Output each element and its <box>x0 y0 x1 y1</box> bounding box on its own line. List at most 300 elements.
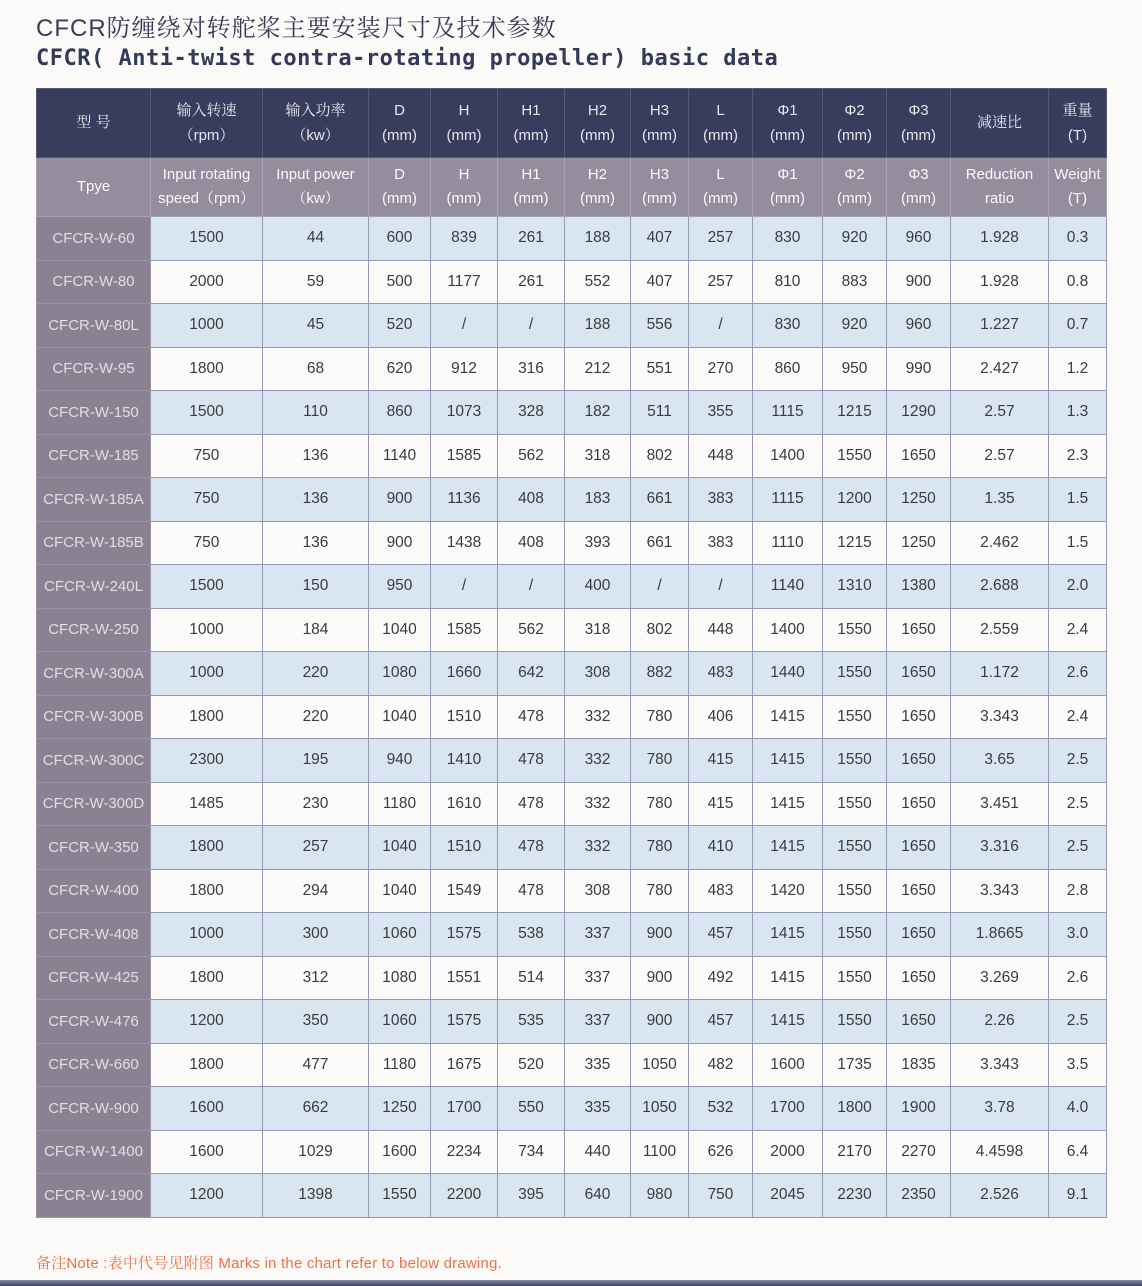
cell-H3: 780 <box>631 695 689 739</box>
cell-Phi2: 1550 <box>823 1000 887 1044</box>
cell-H3: 802 <box>631 434 689 478</box>
cell-input-power: 1029 <box>263 1130 369 1174</box>
cell-D: 860 <box>369 391 431 435</box>
cell-Phi1: 1415 <box>753 782 823 826</box>
cell-Phi2: 1550 <box>823 913 887 957</box>
page-title-zh: CFCR防缠绕对转舵桨主要安装尺寸及技术参数 <box>36 15 557 42</box>
cell-input-speed: 1500 <box>151 391 263 435</box>
cell-Phi2: 1310 <box>823 565 887 609</box>
cell-D: 1140 <box>369 434 431 478</box>
cell-weight: 3.5 <box>1049 1043 1107 1087</box>
cell-L: 532 <box>689 1087 753 1131</box>
cell-input-speed: 1000 <box>151 652 263 696</box>
cell-H: 912 <box>431 347 498 391</box>
cell-Phi3: 1650 <box>887 739 951 783</box>
cell-H: 1575 <box>431 913 498 957</box>
cell-input-power: 150 <box>263 565 369 609</box>
cell-input-power: 662 <box>263 1087 369 1131</box>
row-label: CFCR-W-476 <box>37 1000 151 1044</box>
cell-input-power: 220 <box>263 695 369 739</box>
cell-H: 1610 <box>431 782 498 826</box>
cell-L: / <box>689 304 753 348</box>
cell-ratio: 3.343 <box>951 695 1049 739</box>
cell-ratio: 3.65 <box>951 739 1049 783</box>
cell-L: 750 <box>689 1174 753 1218</box>
col-header-H1: H1 (mm) <box>498 158 565 217</box>
cell-Phi2: 1550 <box>823 695 887 739</box>
cell-ratio: 3.316 <box>951 826 1049 870</box>
cell-Phi1: 1400 <box>753 608 823 652</box>
table-row <box>37 652 1107 696</box>
cell-H3: 556 <box>631 304 689 348</box>
cell-Phi1: 1415 <box>753 826 823 870</box>
cell-H1: 642 <box>498 652 565 696</box>
cell-Phi2: 1550 <box>823 826 887 870</box>
cell-weight: 3.0 <box>1049 913 1107 957</box>
table-row <box>37 826 1107 870</box>
table-row <box>37 608 1107 652</box>
cell-L: 415 <box>689 782 753 826</box>
cell-Phi3: 1900 <box>887 1087 951 1131</box>
cell-D: 1180 <box>369 782 431 826</box>
col-header-input-speed: Input rotating speed（rpm） <box>151 158 263 217</box>
cell-Phi1: 860 <box>753 347 823 391</box>
cell-Phi2: 1200 <box>823 478 887 522</box>
cell-Phi3: 1290 <box>887 391 951 435</box>
cell-H2: 332 <box>565 782 631 826</box>
cell-input-power: 136 <box>263 434 369 478</box>
cell-ratio: 1.928 <box>951 260 1049 304</box>
table-row <box>37 956 1107 1000</box>
cell-weight: 1.5 <box>1049 521 1107 565</box>
row-label: CFCR-W-660 <box>37 1043 151 1087</box>
cell-ratio: 2.57 <box>951 391 1049 435</box>
cell-input-speed: 1800 <box>151 826 263 870</box>
cell-L: 483 <box>689 652 753 696</box>
cell-H1: 478 <box>498 695 565 739</box>
cell-Phi3: 960 <box>887 217 951 261</box>
cell-L: 270 <box>689 347 753 391</box>
cell-L: 383 <box>689 521 753 565</box>
cell-Phi2: 1550 <box>823 652 887 696</box>
page-title-en: CFCR( Anti-twist contra-rotating propeller) basic data <box>36 46 779 71</box>
cell-Phi3: 1835 <box>887 1043 951 1087</box>
cell-Phi2: 2230 <box>823 1174 887 1218</box>
cell-Phi2: 1550 <box>823 434 887 478</box>
cell-H3: 511 <box>631 391 689 435</box>
cell-H: 1585 <box>431 608 498 652</box>
cell-H2: 337 <box>565 913 631 957</box>
col-header-Phi2: Φ2 (mm) <box>823 158 887 217</box>
col-header-Phi1: Φ1 (mm) <box>753 89 823 158</box>
cell-H3: 882 <box>631 652 689 696</box>
cell-H: 839 <box>431 217 498 261</box>
table-row <box>37 869 1107 913</box>
col-header-L: L (mm) <box>689 89 753 158</box>
cell-H1: 550 <box>498 1087 565 1131</box>
cell-H1: 478 <box>498 782 565 826</box>
cell-H2: 335 <box>565 1087 631 1131</box>
cell-H1: 408 <box>498 521 565 565</box>
cell-Phi1: 830 <box>753 304 823 348</box>
cell-H: 1675 <box>431 1043 498 1087</box>
cell-Phi2: 1550 <box>823 782 887 826</box>
cell-H: / <box>431 565 498 609</box>
table-row <box>37 1043 1107 1087</box>
cell-Phi2: 920 <box>823 304 887 348</box>
cell-H: 1510 <box>431 695 498 739</box>
col-header-Phi1: Φ1 (mm) <box>753 158 823 217</box>
row-label: CFCR-W-250 <box>37 608 151 652</box>
cell-input-speed: 2300 <box>151 739 263 783</box>
cell-L: 410 <box>689 826 753 870</box>
cell-input-speed: 1000 <box>151 304 263 348</box>
cell-input-power: 59 <box>263 260 369 304</box>
cell-L: 626 <box>689 1130 753 1174</box>
cell-input-power: 44 <box>263 217 369 261</box>
cell-Phi2: 1550 <box>823 869 887 913</box>
col-header-D: D (mm) <box>369 158 431 217</box>
cell-H2: 440 <box>565 1130 631 1174</box>
cell-input-power: 220 <box>263 652 369 696</box>
row-label: CFCR-W-350 <box>37 826 151 870</box>
cell-H1: 478 <box>498 739 565 783</box>
row-label: CFCR-W-408 <box>37 913 151 957</box>
cell-H3: 780 <box>631 826 689 870</box>
cell-Phi3: 2350 <box>887 1174 951 1218</box>
cell-H3: / <box>631 565 689 609</box>
cell-Phi3: 2270 <box>887 1130 951 1174</box>
cell-input-speed: 1200 <box>151 1174 263 1218</box>
cell-ratio: 2.427 <box>951 347 1049 391</box>
cell-weight: 2.6 <box>1049 956 1107 1000</box>
cell-Phi3: 1650 <box>887 695 951 739</box>
table-row <box>37 739 1107 783</box>
cell-H2: 335 <box>565 1043 631 1087</box>
col-header-Phi3: Φ3 (mm) <box>887 158 951 217</box>
cell-L: 457 <box>689 913 753 957</box>
cell-H: 1136 <box>431 478 498 522</box>
cell-L: 355 <box>689 391 753 435</box>
cell-weight: 1.5 <box>1049 478 1107 522</box>
cell-Phi3: 1650 <box>887 608 951 652</box>
cell-H2: 183 <box>565 478 631 522</box>
row-label: CFCR-W-80 <box>37 260 151 304</box>
cell-H1: 520 <box>498 1043 565 1087</box>
cell-H: 1575 <box>431 1000 498 1044</box>
cell-input-speed: 1600 <box>151 1130 263 1174</box>
cell-H: 1510 <box>431 826 498 870</box>
cell-H2: 188 <box>565 304 631 348</box>
row-label: CFCR-W-400 <box>37 869 151 913</box>
cell-weight: 9.1 <box>1049 1174 1107 1218</box>
col-header-H1: H1 (mm) <box>498 89 565 158</box>
cell-ratio: 1.928 <box>951 217 1049 261</box>
cell-Phi1: 1115 <box>753 391 823 435</box>
cell-H1: 316 <box>498 347 565 391</box>
cell-weight: 0.8 <box>1049 260 1107 304</box>
cell-input-speed: 1000 <box>151 608 263 652</box>
cell-H1: 261 <box>498 217 565 261</box>
cell-D: 1250 <box>369 1087 431 1131</box>
cell-Phi1: 1110 <box>753 521 823 565</box>
col-header-L: L (mm) <box>689 158 753 217</box>
cell-ratio: 2.526 <box>951 1174 1049 1218</box>
spec-table-body <box>37 217 1107 1218</box>
cell-D: 1040 <box>369 695 431 739</box>
cell-ratio: 2.559 <box>951 608 1049 652</box>
cell-D: 1180 <box>369 1043 431 1087</box>
cell-Phi3: 990 <box>887 347 951 391</box>
cell-weight: 0.3 <box>1049 217 1107 261</box>
col-header-Phi2: Φ2 (mm) <box>823 89 887 158</box>
cell-H2: 308 <box>565 652 631 696</box>
cell-H2: 400 <box>565 565 631 609</box>
col-header-H3: H3 (mm) <box>631 89 689 158</box>
cell-D: 500 <box>369 260 431 304</box>
cell-input-power: 350 <box>263 1000 369 1044</box>
cell-Phi2: 1735 <box>823 1043 887 1087</box>
cell-input-power: 136 <box>263 521 369 565</box>
cell-H1: 734 <box>498 1130 565 1174</box>
cell-D: 1060 <box>369 1000 431 1044</box>
cell-weight: 2.5 <box>1049 782 1107 826</box>
cell-input-power: 45 <box>263 304 369 348</box>
cell-input-speed: 1500 <box>151 565 263 609</box>
cell-H2: 393 <box>565 521 631 565</box>
cell-H1: 538 <box>498 913 565 957</box>
cell-Phi1: 830 <box>753 217 823 261</box>
col-header-weight: 重量 (T) <box>1049 89 1107 158</box>
cell-H1: 535 <box>498 1000 565 1044</box>
cell-H3: 900 <box>631 913 689 957</box>
cell-Phi3: 960 <box>887 304 951 348</box>
cell-Phi2: 950 <box>823 347 887 391</box>
cell-input-speed: 1800 <box>151 956 263 1000</box>
cell-H2: 332 <box>565 739 631 783</box>
cell-L: 415 <box>689 739 753 783</box>
cell-Phi2: 1550 <box>823 739 887 783</box>
cell-D: 1040 <box>369 608 431 652</box>
cell-H2: 318 <box>565 434 631 478</box>
cell-L: 482 <box>689 1043 753 1087</box>
cell-Phi2: 1550 <box>823 608 887 652</box>
row-label: CFCR-W-185A <box>37 478 151 522</box>
cell-D: 950 <box>369 565 431 609</box>
cell-weight: 0.7 <box>1049 304 1107 348</box>
cell-D: 940 <box>369 739 431 783</box>
cell-Phi1: 1415 <box>753 913 823 957</box>
cell-H2: 188 <box>565 217 631 261</box>
row-label: CFCR-W-1900 <box>37 1174 151 1218</box>
row-label: CFCR-W-900 <box>37 1087 151 1131</box>
cell-Phi1: 1400 <box>753 434 823 478</box>
cell-D: 900 <box>369 478 431 522</box>
bottom-divider <box>0 1280 1142 1286</box>
cell-Phi1: 1700 <box>753 1087 823 1131</box>
col-header-D: D (mm) <box>369 89 431 158</box>
cell-Phi2: 1800 <box>823 1087 887 1131</box>
cell-Phi1: 1415 <box>753 1000 823 1044</box>
cell-weight: 6.4 <box>1049 1130 1107 1174</box>
table-row <box>37 478 1107 522</box>
cell-weight: 2.6 <box>1049 652 1107 696</box>
cell-input-speed: 1485 <box>151 782 263 826</box>
cell-Phi2: 920 <box>823 217 887 261</box>
cell-Phi3: 1250 <box>887 478 951 522</box>
row-label: CFCR-W-95 <box>37 347 151 391</box>
cell-input-speed: 2000 <box>151 260 263 304</box>
cell-H3: 780 <box>631 782 689 826</box>
cell-L: 457 <box>689 1000 753 1044</box>
table-row <box>37 1087 1107 1131</box>
cell-Phi1: 1420 <box>753 869 823 913</box>
row-label: CFCR-W-185 <box>37 434 151 478</box>
cell-Phi2: 883 <box>823 260 887 304</box>
cell-ratio: 3.343 <box>951 1043 1049 1087</box>
cell-weight: 1.3 <box>1049 391 1107 435</box>
cell-ratio: 1.8665 <box>951 913 1049 957</box>
cell-D: 620 <box>369 347 431 391</box>
cell-ratio: 3.269 <box>951 956 1049 1000</box>
cell-H: 1177 <box>431 260 498 304</box>
cell-L: 406 <box>689 695 753 739</box>
cell-H3: 780 <box>631 869 689 913</box>
cell-Phi3: 1380 <box>887 565 951 609</box>
row-label: CFCR-W-300A <box>37 652 151 696</box>
cell-D: 1080 <box>369 956 431 1000</box>
cell-H3: 780 <box>631 739 689 783</box>
cell-L: / <box>689 565 753 609</box>
col-header-H2: H2 (mm) <box>565 158 631 217</box>
row-label: CFCR-W-300C <box>37 739 151 783</box>
cell-Phi1: 1440 <box>753 652 823 696</box>
col-header-H: H (mm) <box>431 158 498 217</box>
cell-Phi1: 2045 <box>753 1174 823 1218</box>
cell-L: 257 <box>689 260 753 304</box>
cell-Phi1: 1600 <box>753 1043 823 1087</box>
col-header-H3: H3 (mm) <box>631 158 689 217</box>
cell-H3: 661 <box>631 521 689 565</box>
cell-input-power: 1398 <box>263 1174 369 1218</box>
cell-H2: 337 <box>565 1000 631 1044</box>
cell-L: 448 <box>689 608 753 652</box>
cell-input-power: 195 <box>263 739 369 783</box>
cell-input-power: 477 <box>263 1043 369 1087</box>
cell-weight: 2.5 <box>1049 1000 1107 1044</box>
table-row <box>37 391 1107 435</box>
cell-H1: / <box>498 304 565 348</box>
cell-ratio: 3.343 <box>951 869 1049 913</box>
cell-D: 520 <box>369 304 431 348</box>
cell-H2: 337 <box>565 956 631 1000</box>
cell-H: 1700 <box>431 1087 498 1131</box>
cell-H: 1551 <box>431 956 498 1000</box>
cell-input-speed: 1500 <box>151 217 263 261</box>
cell-H3: 900 <box>631 956 689 1000</box>
cell-H1: 395 <box>498 1174 565 1218</box>
cell-H3: 900 <box>631 1000 689 1044</box>
col-header-H: H (mm) <box>431 89 498 158</box>
cell-weight: 2.4 <box>1049 608 1107 652</box>
cell-ratio: 2.26 <box>951 1000 1049 1044</box>
cell-H3: 1100 <box>631 1130 689 1174</box>
cell-input-power: 257 <box>263 826 369 870</box>
table-row <box>37 260 1107 304</box>
cell-H2: 332 <box>565 826 631 870</box>
cell-input-speed: 750 <box>151 521 263 565</box>
row-label: CFCR-W-185B <box>37 521 151 565</box>
cell-H3: 802 <box>631 608 689 652</box>
col-header-input-power: 输入功率 （kw） <box>263 89 369 158</box>
table-row <box>37 1130 1107 1174</box>
cell-H2: 640 <box>565 1174 631 1218</box>
table-row <box>37 521 1107 565</box>
table-row <box>37 1174 1107 1218</box>
cell-D: 1080 <box>369 652 431 696</box>
col-header-ratio: 减速比 <box>951 89 1049 158</box>
cell-input-power: 136 <box>263 478 369 522</box>
cell-input-speed: 750 <box>151 434 263 478</box>
cell-Phi3: 1650 <box>887 1000 951 1044</box>
header-en-row <box>37 158 1107 217</box>
cell-H2: 308 <box>565 869 631 913</box>
row-label: CFCR-W-425 <box>37 956 151 1000</box>
cell-D: 1040 <box>369 826 431 870</box>
cell-H2: 332 <box>565 695 631 739</box>
cell-H: 1438 <box>431 521 498 565</box>
cell-weight: 2.8 <box>1049 869 1107 913</box>
cell-Phi1: 1140 <box>753 565 823 609</box>
cell-H: 1585 <box>431 434 498 478</box>
cell-Phi3: 1650 <box>887 956 951 1000</box>
col-header-input-speed: 输入转速 （rpm） <box>151 89 263 158</box>
col-header-weight: Weight (T) <box>1049 158 1107 217</box>
cell-Phi3: 1250 <box>887 521 951 565</box>
cell-weight: 2.3 <box>1049 434 1107 478</box>
cell-input-power: 110 <box>263 391 369 435</box>
cell-D: 1600 <box>369 1130 431 1174</box>
cell-L: 492 <box>689 956 753 1000</box>
row-label: CFCR-W-300B <box>37 695 151 739</box>
cell-L: 483 <box>689 869 753 913</box>
cell-H: 1410 <box>431 739 498 783</box>
cell-weight: 4.0 <box>1049 1087 1107 1131</box>
cell-H1: 514 <box>498 956 565 1000</box>
row-label: CFCR-W-60 <box>37 217 151 261</box>
cell-input-power: 300 <box>263 913 369 957</box>
cell-Phi3: 1650 <box>887 869 951 913</box>
cell-weight: 2.5 <box>1049 826 1107 870</box>
cell-ratio: 3.451 <box>951 782 1049 826</box>
col-header-input-power: Input power （kw） <box>263 158 369 217</box>
table-row <box>37 695 1107 739</box>
cell-D: 900 <box>369 521 431 565</box>
cell-weight: 2.4 <box>1049 695 1107 739</box>
table-row <box>37 565 1107 609</box>
col-header-ratio: Reduction ratio <box>951 158 1049 217</box>
cell-H1: 478 <box>498 869 565 913</box>
cell-D: 600 <box>369 217 431 261</box>
cell-Phi2: 2170 <box>823 1130 887 1174</box>
cell-D: 1550 <box>369 1174 431 1218</box>
col-header-type: 型 号 <box>37 89 151 158</box>
cell-H2: 212 <box>565 347 631 391</box>
cell-H3: 407 <box>631 260 689 304</box>
row-label: CFCR-W-240L <box>37 565 151 609</box>
cell-H2: 552 <box>565 260 631 304</box>
table-row <box>37 913 1107 957</box>
